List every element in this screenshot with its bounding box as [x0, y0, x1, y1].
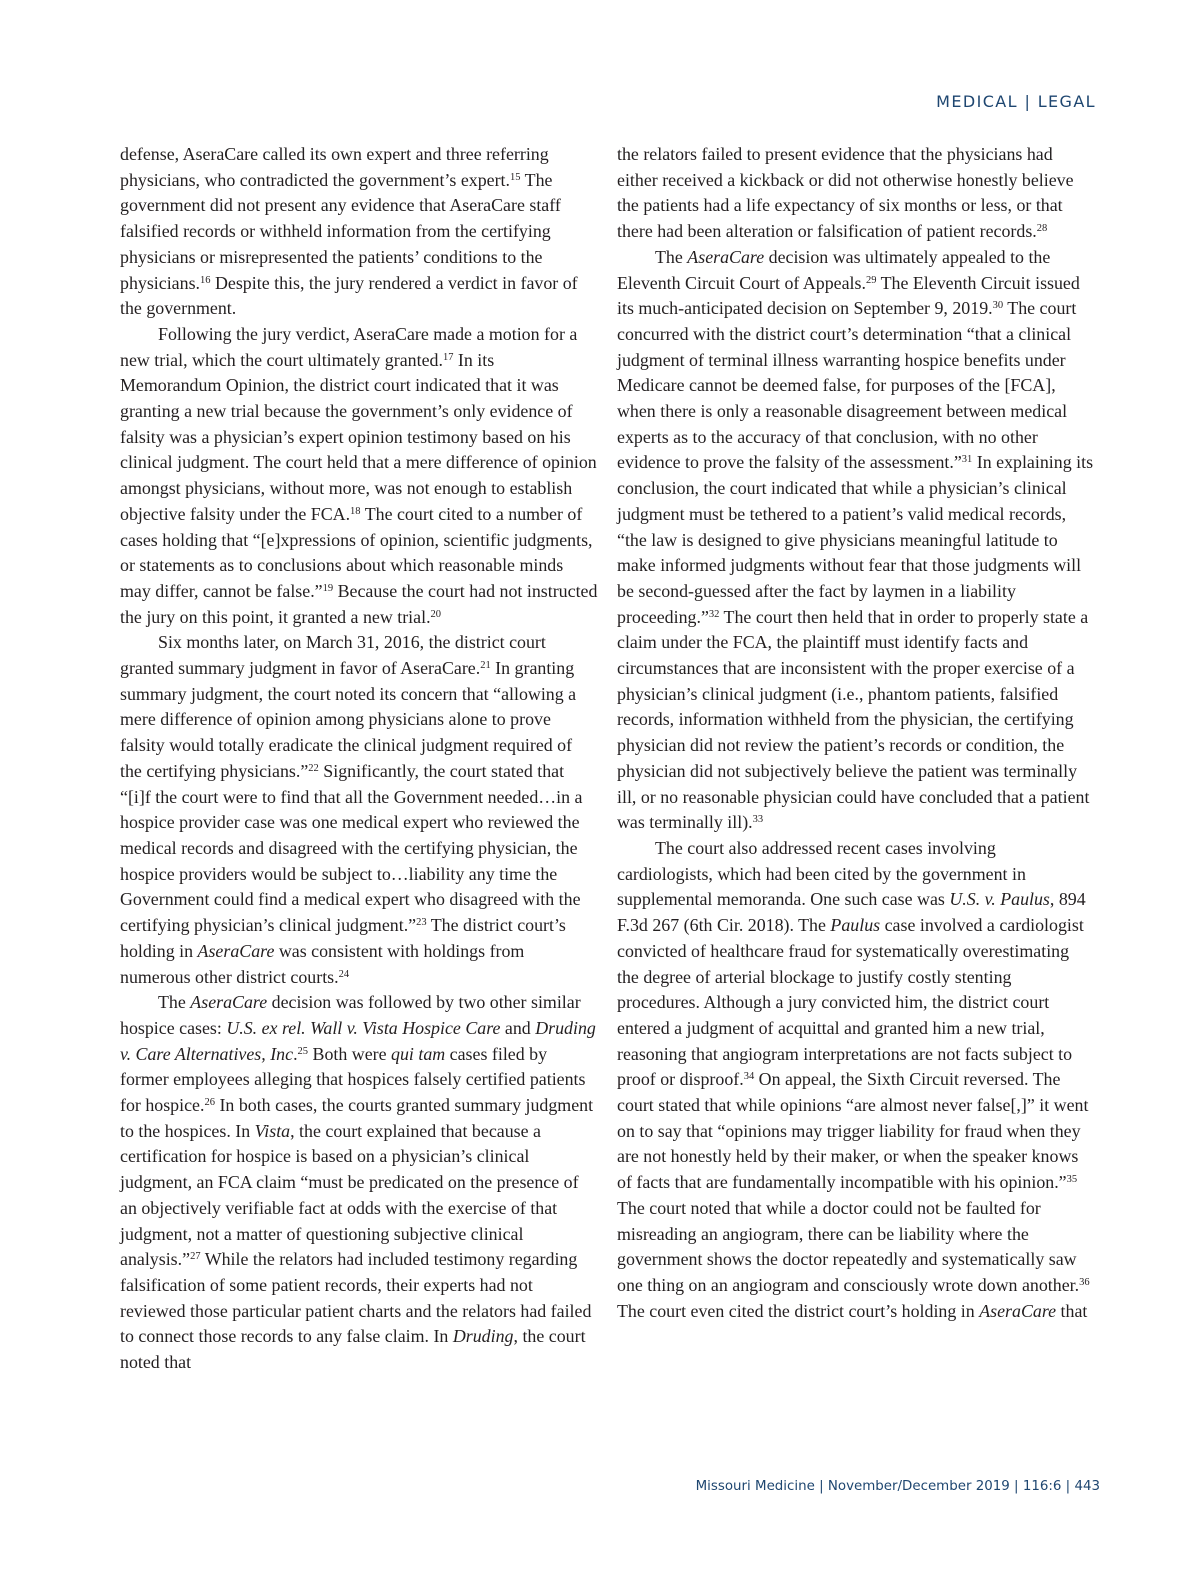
footnote-ref: 17	[442, 351, 454, 363]
footnote-ref: 19	[322, 582, 334, 594]
page-footer: Missouri Medicine | November/December 2019 | 116:6 | 443	[695, 1479, 1100, 1494]
footnote-ref: 31	[961, 454, 973, 466]
footnote-ref: 18	[350, 505, 361, 517]
footnote-ref: 34	[743, 1071, 755, 1083]
paragraph: Following the jury verdict, AseraCare made a motion for a new trial, which the court ultimately granted.$^{17}$ In its Memorandum Opinion, the district court indicated that it was granting a new trial because the government’s only evidence of falsity was a physician’s expert opinion testimony based on his clinical judgment. The court held that a mere difference of opinion amongst physicians, without more, was not enough to establish objective falsity under the FCA.$^{18}$ The court cited to a number of cases holding that “[e]xpressions of opinion, scientific judgments, or statements as to conclusions about which reasonable minds may differ, cannot be false.”$^{19}$ Because the court had not instructed the jury on this point, it granted a new trial.$^{20}$	[120, 323, 598, 627]
paragraph: Six months later, on March 31, 2016, the district court granted summary judgment in favor of AseraCare.$^{21}$ In granting summary judgment, the court noted its concern that “allowing a mere difference of opinion among physicians alone to prove falsity would totally eradicate the clinical judgment required of the certifying physicians.”$^{22}$ Significantly, the court stated that “[i]f the court were to find that all the Government needed…in a hospice provider case was one medical expert who reviewed the medical records and disagreed with the certifying physician, the hospice providers would be subject to…liability any time the Government could find a medical expert who disagreed with the certifying physician’s clinical judgment.”$^{23}$ The district court’s holding in AseraCare was consistent with holdings from numerous other district courts.$^{24}$	[120, 632, 583, 987]
footnote-ref: 28	[1036, 223, 1048, 235]
footnote-ref: 22	[308, 762, 319, 774]
footnote-ref: 32	[708, 608, 720, 620]
paragraph: The court also addressed recent cases involving cardiologists, which had been cited by the government in supplemental memoranda. One such case was U.S. v. Paulus, 894 F.3d 267 (6th Cir. 2018). The Paulus case involved a cardiologist convicted of healthcare fraud for systematically overestimating the degree of arterial blockage to justify costly stenting procedures. Although a jury convicted him, the district court entered a judgment of acquittal and granted him a new trial, reasoning that angiogram interpretations are not facts subject to proof or disproof.$^{34}$ On appeal, the Sixth Circuit reversed. The court stated that while opinions “are almost never false[,]” it went on to say that “opinions may trigger liability for fraud when they are not honestly held by their maker, or when the speaker knows of facts that are fundamentally incompatible with his opinion.”$^{35}$ The court noted that while a doctor could not be faulted for misreading an angiogram, there can be liability where the government shows the doctor repeatedly and systematically saw one thing on an angiogram and consciously wrote down another.$^{36}$ The court even cited the district court’s holding in AseraCare that	[617, 837, 1090, 1321]
section-header: MEDICAL | LEGAL	[936, 92, 1096, 111]
footnote-ref: 20	[430, 608, 442, 620]
paragraph: defense, AseraCare called its own expert and three referring physicians, who contradicted the government’s expert.$^{15}$ The government did not present any evidence that AseraCare staff falsified records or withheld information from the certifying physicians or misrepresented the patients’ conditions to the physicians.$^{16}$ Despite this, the jury rendered a verdict in favor of the government.	[120, 144, 578, 319]
footnote-ref: 29	[865, 274, 877, 286]
footnote-ref: 33	[752, 814, 764, 826]
footnote-ref: 30	[992, 300, 1004, 312]
paragraph: the relators failed to present evidence that the physicians had either received a kickback or did not otherwise honestly believe the patients had a life expectancy of six months or less, or that there had been alteration or falsification of patient records.$^{28}$	[617, 144, 1074, 242]
footnote-ref: 25	[297, 1045, 309, 1057]
case-name: Paulus	[830, 915, 881, 936]
footnote-ref: 35	[1066, 1174, 1078, 1186]
footnote-ref: 23	[416, 917, 427, 929]
case-name: Druding	[452, 1326, 514, 1347]
case-name: AseraCare	[687, 246, 765, 267]
case-name: AseraCare	[197, 940, 275, 961]
latin-term: qui tam	[391, 1043, 446, 1064]
case-name: AseraCare	[979, 1300, 1057, 1321]
case-name: U.S. v. Paulus	[949, 889, 1050, 910]
case-name: Vista	[254, 1120, 291, 1141]
paragraph: The AseraCare decision was followed by two other similar hospice cases: U.S. ex rel. Wall v. Vista Hospice Care and Druding v. Care Alternatives, Inc.$^{25}$ Both were qui tam cases filed by former employees alleging that hospices falsely certified patients for hospice.$^{26}$ In both cases, the courts granted summary judgment to the hospices. In Vista, the court explained that because a certification for hospice is based on a physician’s clinical judgment, an FCA claim “must be predicated on the presence of an objectively verifiable fact at odds with the exercise of that judgment, not a matter of questioning subjective clinical analysis.”$^{27}$ While the relators had included testimony regarding falsification of some patient records, their experts had not reviewed those particular patient charts and the relators had failed to connect those records to any false claim. In Druding, the court noted that	[120, 992, 596, 1373]
case-name: Druding v. Care Alternatives, Inc	[120, 1017, 596, 1064]
paragraph: The AseraCare decision was ultimately appealed to the Eleventh Circuit Court of Appeals.$^{29}$ The Eleventh Circuit issued its much-anticipated decision on September 9, 2019.30 The court concurred with the district court’s determination “that a clinical judgment of terminal illness warranting hospice benefits under Medicare cannot be deemed false, for purposes of the [FCA], when there is only a reasonable disagreement between medical experts as to the accuracy of that conclusion, with no other evidence to prove the falsity of the assessment.”$^{31}$ In explaining its conclusion, the court indicated that while a physician’s clinical judgment must be tethered to a patient’s valid medical records, “the law is designed to give physicians meaningful latitude to make informed judgments without fear that those judgments will be second-guessed after the fact by laymen in a liability proceeding.”$^{32}$ The court then held that in order to properly state a claim under the FCA, the plaintiff must identify facts and circumstances that are inconsistent with the proper exercise of a physician’s clinical judgment (i.e., phantom patients, falsified records, information withheld from the physician, the certifying physician did not review the patient’s records or condition, the physician did not subjectively believe the patient was terminally ill, or no reasonable physician could have concluded that a patient was terminally ill).$^{33}$	[617, 246, 1094, 833]
left-column	[120, 142, 598, 1376]
footnote-ref: 26	[204, 1097, 215, 1109]
footnote-ref: 15	[510, 171, 521, 183]
footnote-ref: 21	[480, 660, 491, 672]
footnote-ref: 36	[1079, 1276, 1090, 1288]
footnote-ref: 27	[190, 1251, 201, 1263]
case-name: AseraCare	[190, 992, 268, 1013]
case-name: U.S. ex rel. Wall v. Vista Hospice Care	[226, 1017, 501, 1038]
footnote-ref: 24	[338, 968, 350, 980]
footnote-ref: 16	[200, 274, 211, 286]
right-column	[617, 142, 1095, 1324]
